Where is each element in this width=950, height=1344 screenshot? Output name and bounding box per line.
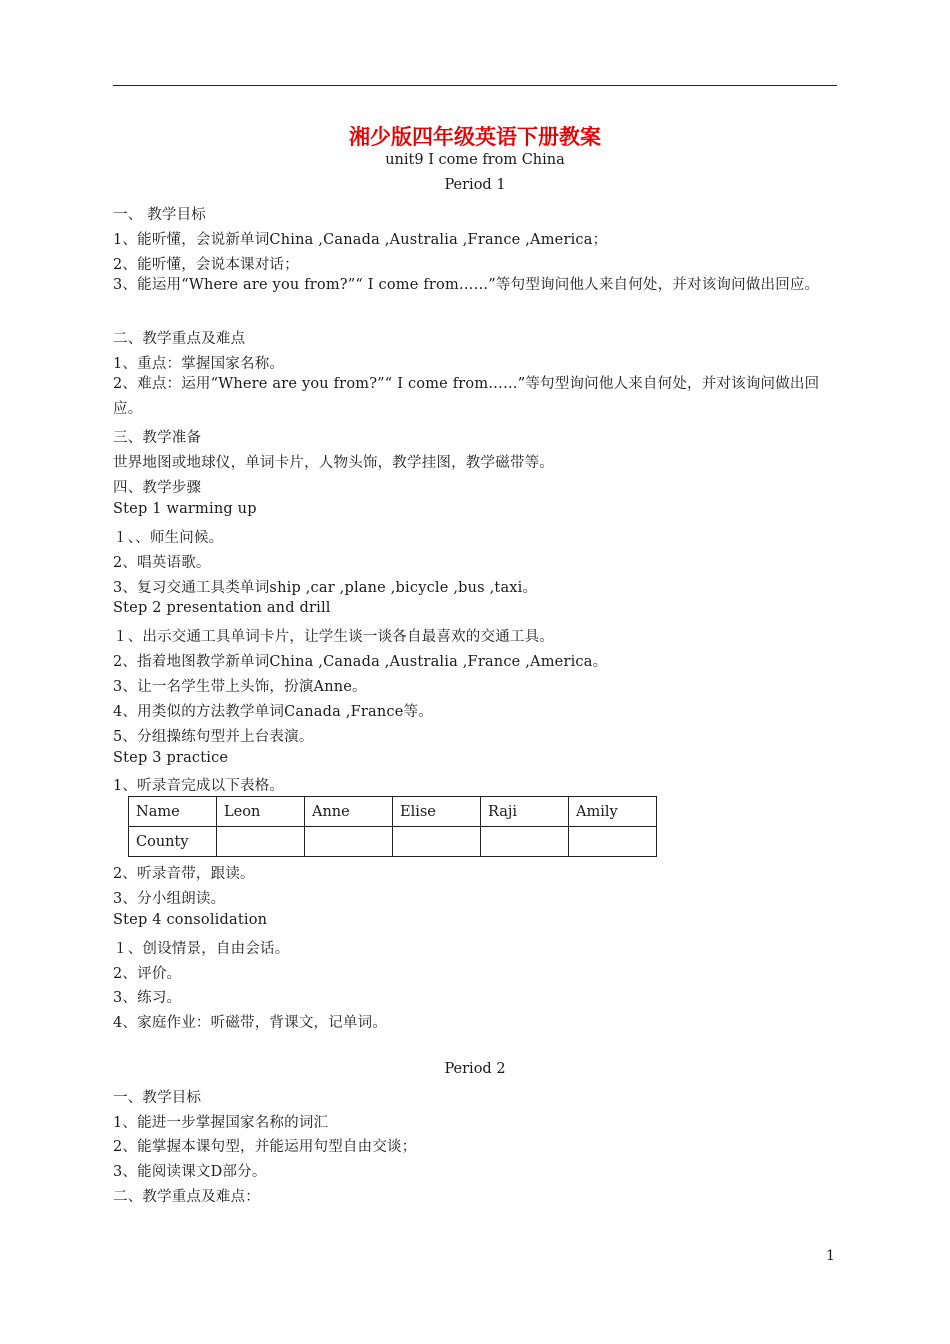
table-cell: Amily <box>569 797 657 827</box>
table-row <box>129 797 657 827</box>
text-line: 4、家庭作业：听磁带，背课文，记单词。 <box>113 1015 388 1031</box>
text-line: 3、分小组朗读。 <box>113 891 226 907</box>
text-line: １、出示交通工具单词卡片，让学生谈一谈各自最喜欢的交通工具。 <box>113 629 554 645</box>
table-row <box>129 827 657 857</box>
text-line: 2、能掌握本课句型，并能运用句型自由交谈； <box>113 1139 417 1155</box>
table-cell <box>217 827 305 857</box>
section-heading: 二、教学重点及难点： <box>113 1189 260 1205</box>
text-line: 1、重点：掌握国家名称。 <box>113 356 285 372</box>
text-line: 1、能进一步掌握国家名称的词汇 <box>113 1115 329 1131</box>
period-1-heading: Period 1 <box>444 177 506 193</box>
text-line: 2、指着地图教学新单词China ,Canada ,Australia ,France ,America。 <box>113 654 608 670</box>
section-heading: 一、 教学目标 <box>113 207 207 223</box>
step-heading: Step 1 warming up <box>113 501 257 517</box>
text-line: 4、用类似的方法教学单词Canada ,France等。 <box>113 704 433 720</box>
table-cell: Leon <box>217 797 305 827</box>
text-line: 3、让一名学生带上头饰，扮演Anne。 <box>113 679 367 695</box>
section-heading: 四、教学步骤 <box>113 480 202 496</box>
header-rule <box>113 85 837 86</box>
text-line: １、、师生问候。 <box>113 530 224 546</box>
text-line: 2、评价。 <box>113 966 182 982</box>
period-2-heading: Period 2 <box>444 1061 506 1077</box>
text-line: 2、能听懂，会说本课对话； <box>113 257 299 273</box>
text-line: 5、分组操练句型并上台表演。 <box>113 729 314 745</box>
table-cell: Anne <box>305 797 393 827</box>
text-line: 1、听录音完成以下表格。 <box>113 778 285 794</box>
text-line: 1、能听懂，会说新单词China ,Canada ,Australia ,France ,America； <box>113 232 608 248</box>
step-heading: Step 2 presentation and drill <box>113 600 331 616</box>
table-cell: Raji <box>481 797 569 827</box>
table-cell: Name <box>129 797 217 827</box>
section-heading: 一、教学目标 <box>113 1090 202 1106</box>
table-cell <box>305 827 393 857</box>
document-title: 湘少版四年级英语下册教案 <box>349 125 601 149</box>
section-heading: 二、教学重点及难点 <box>113 331 246 347</box>
text-line: 3、复习交通工具类单词ship ,car ,plane ,bicycle ,bus ,taxi。 <box>113 580 538 596</box>
page-number: 1 <box>826 1248 835 1264</box>
text-line: １、创设情景，自由会话。 <box>113 941 290 957</box>
table-cell <box>569 827 657 857</box>
table-cell: Elise <box>393 797 481 827</box>
country-table <box>128 796 657 857</box>
text-line: 3、练习。 <box>113 990 182 1006</box>
table-cell <box>393 827 481 857</box>
step-heading: Step 3 practice <box>113 750 229 766</box>
text-line: 2、唱英语歌。 <box>113 555 211 571</box>
text-paragraph: 2、难点：运用“Where are you from?”“ I come from……”等句型询问他人来自何处，并对该询问做出回应。 <box>113 376 820 417</box>
text-paragraph: 3、能运用“Where are you from?”“ I come from……”等句型询问他人来自何处，并对该询问做出回应。 <box>113 277 820 293</box>
unit-subtitle: unit9 I come from China <box>385 152 565 168</box>
section-heading: 三、教学准备 <box>113 430 202 446</box>
table-cell: County <box>129 827 217 857</box>
table-cell <box>481 827 569 857</box>
text-line: 3、能阅读课文D部分。 <box>113 1164 267 1180</box>
text-line: 2、听录音带，跟读。 <box>113 866 255 882</box>
text-line: 世界地图或地球仪，单词卡片，人物头饰，教学挂图，教学磁带等。 <box>113 455 554 471</box>
step-heading: Step 4 consolidation <box>113 912 268 928</box>
